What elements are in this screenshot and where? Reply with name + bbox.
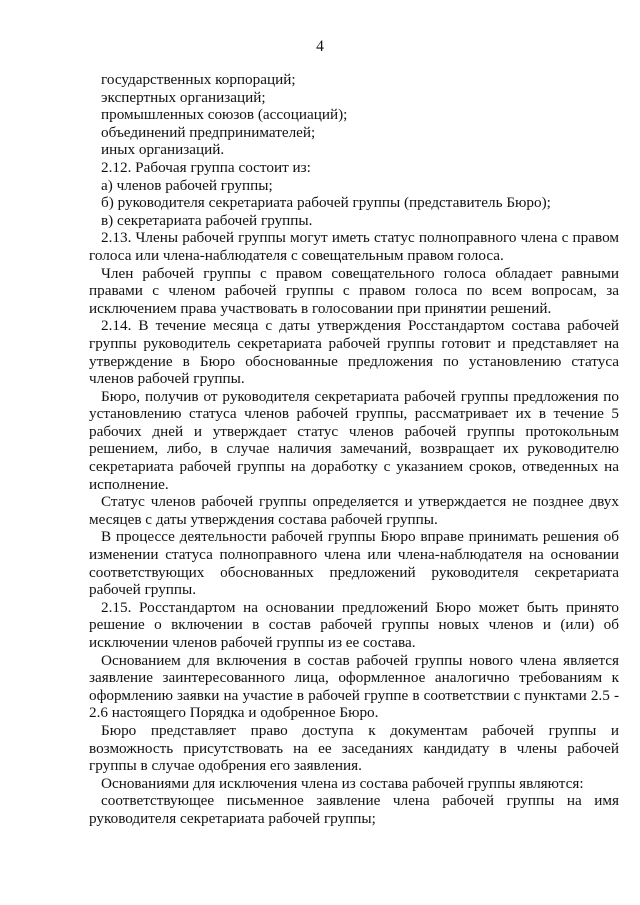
clause-2-14: 2.14. В течение месяца с даты утверждения Росстандартом состава рабочей группы руководитель секретариата рабочей группы готовит и представляет на утверждение в Бюро обоснованные предложения по установлению статуса членов рабочей группы. (89, 317, 619, 388)
list-item-industrial-unions: промышленных союзов (ассоциаций); (101, 106, 348, 124)
paragraph-exclusion-grounds: Основаниями для исключения члена из состава рабочей группы являются: (101, 774, 584, 792)
paragraph-candidate-access: Бюро представляет право доступа к документам рабочей группы и возможность присутствовать на ее заседаниях кандидату в члены рабочей группы в случае одобрения его заявления. (89, 721, 619, 775)
paragraph-status-change: В процессе деятельности рабочей группы Бюро вправе принимать решения об изменении статуса полноправного члена или члена-наблюдателя на основании соответствующих обоснованных предложений руководителя секретариата рабочей группы. (89, 528, 619, 599)
paragraph-inclusion-basis: Основанием для включения в состав рабочей группы нового члена является заявление заинтересованного лица, оформленное аналогично требованиям к оформлению заявки на участие в рабочей группе в соответствии с пунктами 2.5 - 2.6 настоящего Порядка и одобренное Бюро. (89, 651, 619, 722)
paragraph-advisory-member-rights: Член рабочей группы с правом совещательного голоса обладает равными правами с членом рабочей группы с правом голоса по всем вопросам, за исключением права участвовать в голосовании при принятии решений. (89, 264, 619, 317)
paragraph-status-deadline: Статус членов рабочей группы определяется и утверждается не позднее двух месяцев с даты утверждения состава рабочей группы. (89, 493, 619, 528)
list-item-state-corporations: государственных корпораций; (101, 71, 296, 88)
clause-2-13: 2.13. Члены рабочей группы могут иметь статус полноправного члена с правом голоса или члена-наблюдателя с совещательным правом голоса. (89, 229, 619, 264)
list-item-other-organizations: иных организаций. (101, 141, 225, 159)
clause-2-12-item-b: б) руководителя секретариата рабочей группы (представитель Бюро); (101, 194, 551, 212)
page-number: 4 (316, 38, 324, 55)
list-item-expert-organizations: экспертных организаций; (101, 88, 266, 106)
document-body (89, 71, 619, 828)
clause-2-12: 2.12. Рабочая группа состоит из: (101, 158, 311, 176)
clause-2-12-item-c: в) секретариата рабочей группы. (101, 211, 313, 229)
paragraph-exclusion-written-request: соответствующее письменное заявление члена рабочей группы на имя руководителя секретариата рабочей группы; (89, 792, 619, 827)
list-item-entrepreneur-associations: объединений предпринимателей; (101, 123, 316, 141)
clause-2-12-item-a: а) членов рабочей группы; (101, 176, 273, 194)
clause-2-15: 2.15. Росстандартом на основании предложений Бюро может быть принято решение о включении в состав рабочей группы новых членов и (или) об исключении членов рабочей группы из ее состава. (89, 598, 619, 651)
paragraph-bureau-review: Бюро, получив от руководителя секретариата рабочей группы предложения по установлению статуса членов рабочей группы, рассматривает их в течение 5 рабочих дней и утверждает статус членов рабочей группы протокольным решением, либо, в случае наличия замечаний, возвращает их руководителю секретариата рабочей группы на доработку с указанием сроков, отведенных на исполнение. (89, 387, 619, 493)
